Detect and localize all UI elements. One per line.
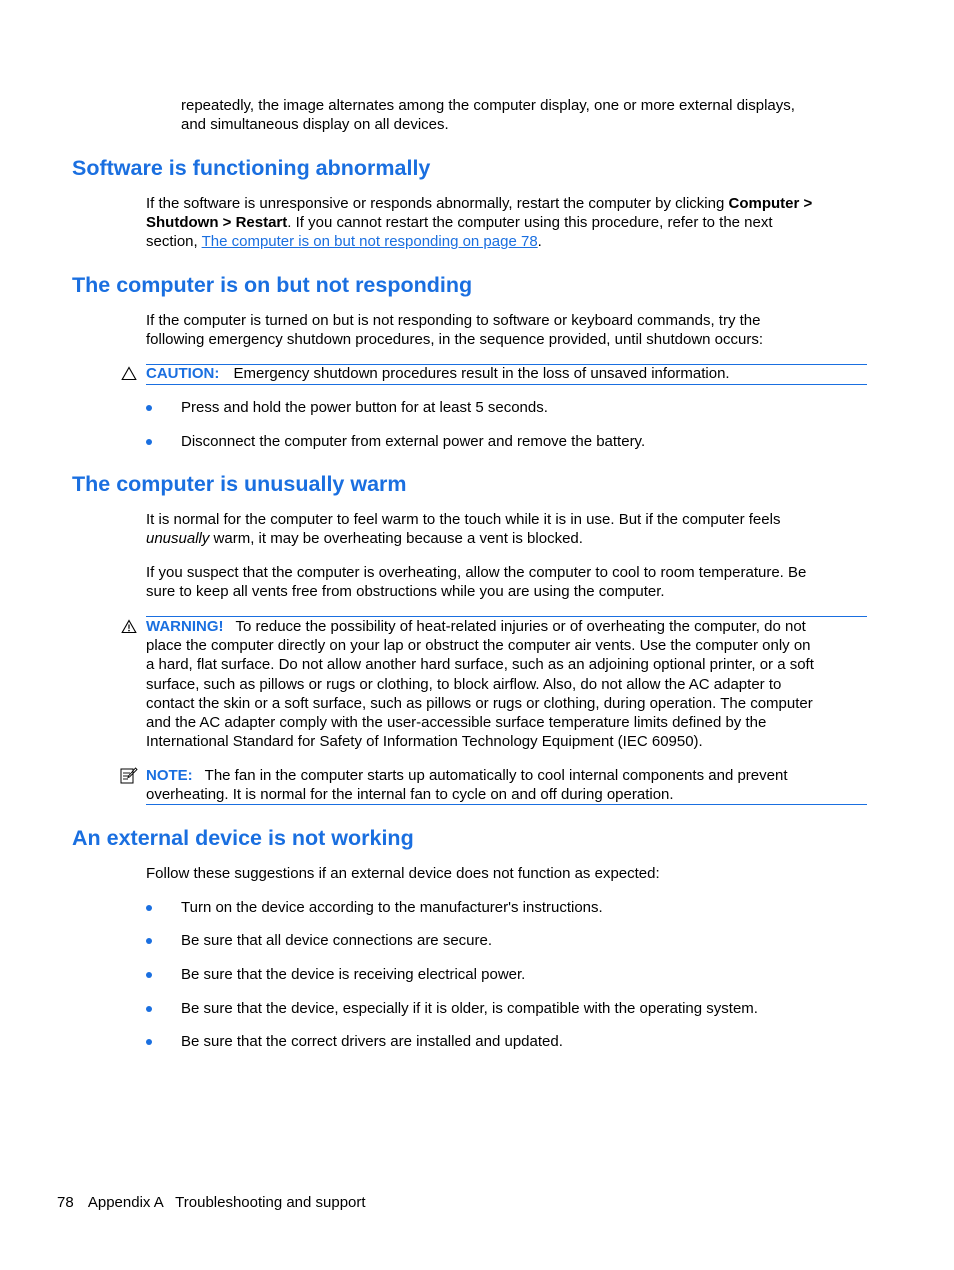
- list-item: Be sure that all device connections are secure.: [181, 932, 493, 949]
- list-item: Be sure that the device, especially if it is older, is compatible with the operating system.: [181, 1000, 758, 1017]
- caution-notice: [146, 364, 730, 383]
- bullet-icon: [146, 972, 152, 978]
- caution-text: Emergency shutdown procedures result in the loss of unsaved information.: [233, 365, 730, 382]
- bullet-icon: [146, 1039, 152, 1045]
- bullet-icon: [146, 905, 152, 911]
- external-intro: Follow these suggestions if an external device does not function as expected:: [146, 865, 660, 882]
- note-label: NOTE:: [146, 767, 193, 784]
- not-responding-paragraph: If the computer is turned on but is not responding to software or keyboard commands, try the following emergency shutdown procedures, in the sequence provided, until shutdown occurs:: [146, 312, 764, 349]
- cross-reference-link[interactable]: The computer is on but not responding on page 78: [201, 233, 538, 251]
- warning-label: WARNING!: [146, 618, 224, 635]
- note-notice: NOTE: The fan in the computer starts up automatically to cool internal components and prevent overheating. It is normal for the internal fan to cycle on and off during operation.: [146, 767, 788, 804]
- caution-label: CAUTION:: [146, 365, 220, 382]
- bullet-icon: [146, 1006, 152, 1012]
- list-item: Be sure that the device is receiving electrical power.: [181, 966, 526, 983]
- bullet-icon: [146, 405, 152, 411]
- note-bottom-rule: [146, 804, 867, 805]
- caution-triangle-icon: [121, 366, 137, 381]
- section-heading-not-responding: The computer is on but not responding: [72, 273, 473, 297]
- warning-notice: WARNING! To reduce the possibility of heat-related injuries or of overheating the computer, do not place the computer directly on your lap or obstruct the computer air vents. Use the computer only on a hard, flat surface. Do not allow another hard surface, such as an adjoining optional printer, or a soft surface, such as pillows or rugs or clothing, to block airflow. Also, do not allow the AC adapter to contact the skin or a soft surface, such as pillows or rugs or clothing, during operation. The computer and the AC adapter comply with the user-accessible surface temperature limits defined by the International Standard for Safety of Information Technology Equipment (IEC 60950).: [146, 618, 814, 751]
- list-item: Press and hold the power button for at least 5 seconds.: [181, 399, 548, 416]
- list-item: Be sure that the correct drivers are installed and updated.: [181, 1033, 563, 1050]
- intro-paragraph: [181, 96, 871, 134]
- section-heading-external: An external device is not working: [72, 826, 414, 850]
- list-item: Turn on the device according to the manufacturer's instructions.: [181, 899, 603, 916]
- bullet-icon: [146, 938, 152, 944]
- intro-line: repeatedly, the image alternates among the computer display, one or more external displays,: [181, 97, 795, 114]
- list-item: Disconnect the computer from external power and remove the battery.: [181, 433, 646, 450]
- warm-paragraph-2: If you suspect that the computer is overheating, allow the computer to cool to room temperature. Be sure to keep all vents free from obstructions while you are using the computer.: [146, 564, 807, 601]
- software-paragraph: If the software is unresponsive or responds abnormally, restart the computer by clicking Computer > Shutdown > Restart. If you cannot restart the computer using this procedure, refer to the next section, The computer is on but not responding on page 78.: [146, 195, 813, 251]
- warm-paragraph-1: It is normal for the computer to feel warm to the touch while it is in use. But if the computer feels unusually warm, it may be overheating because a vent is blocked.: [146, 511, 781, 548]
- page-footer: [57, 1193, 366, 1212]
- section-heading-software: Software is functioning abnormally: [72, 156, 431, 180]
- note-icon: [120, 767, 138, 784]
- section-heading-warm: The computer is unusually warm: [72, 472, 407, 496]
- intro-line: and simultaneous display on all devices.: [181, 116, 449, 134]
- footer-label: Appendix A Troubleshooting and support: [87, 1194, 366, 1211]
- caution-bottom-rule: [146, 384, 867, 385]
- page-number: 78: [57, 1194, 74, 1211]
- warning-triangle-icon: [121, 619, 137, 634]
- bullet-icon: [146, 439, 152, 445]
